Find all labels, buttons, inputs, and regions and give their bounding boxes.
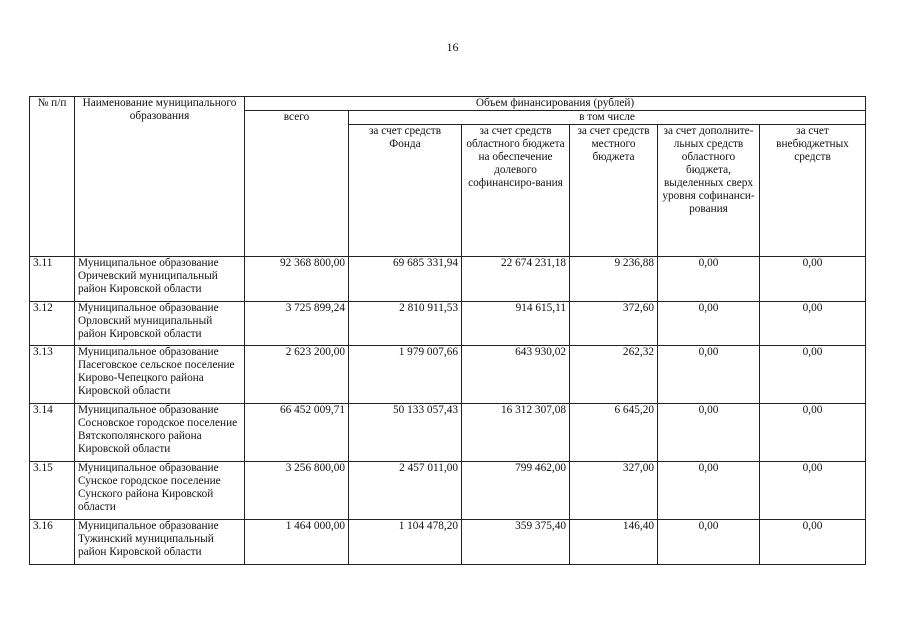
row-fund: 1 104 478,20 (349, 520, 462, 565)
row-regional: 359 375,40 (462, 520, 570, 565)
row-offbudget: 0,00 (760, 346, 866, 404)
row-regional: 22 674 231,18 (462, 257, 570, 302)
table-row (30, 302, 866, 346)
row-offbudget: 0,00 (760, 404, 866, 462)
header-regional: за счет средств областного бюджета на обеспечение долевого софинансиро-вания (462, 125, 570, 257)
row-local: 327,00 (570, 462, 658, 520)
header-volume: Объем финансирования (рублей) (245, 97, 866, 111)
table-row (30, 257, 866, 302)
page-number: 16 (446, 40, 459, 54)
row-name: Муниципальное образование Оричевский муниципальный район Кировской области (75, 257, 245, 302)
row-regional: 16 312 307,08 (462, 404, 570, 462)
row-local: 146,40 (570, 520, 658, 565)
row-fund: 50 133 057,43 (349, 404, 462, 462)
row-name: Муниципальное образование Тужинский муниципальный район Кировской области (75, 520, 245, 565)
row-additional: 0,00 (658, 404, 760, 462)
row-offbudget: 0,00 (760, 462, 866, 520)
row-regional: 914 615,11 (462, 302, 570, 346)
table-row (30, 404, 866, 462)
row-additional: 0,00 (658, 346, 760, 404)
row-additional: 0,00 (658, 462, 760, 520)
row-name: Муниципальное образование Сунское городское поселение Сунского района Кировской области (75, 462, 245, 520)
row-num: 3.12 (30, 302, 75, 346)
row-total: 3 725 899,24 (245, 302, 349, 346)
header-fund: за счет средств Фонда (349, 125, 462, 257)
header-local: за счет средств местного бюджета (570, 125, 658, 257)
row-num: 3.16 (30, 520, 75, 565)
row-local: 9 236,88 (570, 257, 658, 302)
table-row (30, 462, 866, 520)
row-num: 3.11 (30, 257, 75, 302)
row-regional: 643 930,02 (462, 346, 570, 404)
table-row (30, 346, 866, 404)
row-total: 66 452 009,71 (245, 404, 349, 462)
header-offbudget: за счет внебюджетных средств (760, 125, 866, 257)
row-num: 3.15 (30, 462, 75, 520)
row-name: Муниципальное образование Сосновское городское поселение Вятскополянского района Кировской области (75, 404, 245, 462)
header-total: всего (245, 111, 349, 257)
header-name: Наименование муниципального образования (75, 97, 245, 257)
row-total: 3 256 800,00 (245, 462, 349, 520)
row-name: Муниципальное образование Орловский муниципальный район Кировской области (75, 302, 245, 346)
row-local: 6 645,20 (570, 404, 658, 462)
header-row-1 (30, 97, 866, 111)
row-additional: 0,00 (658, 302, 760, 346)
row-fund: 2 810 911,53 (349, 302, 462, 346)
row-num: 3.14 (30, 404, 75, 462)
financing-table (29, 96, 866, 565)
header-including: в том числе (349, 111, 866, 125)
row-total: 92 368 800,00 (245, 257, 349, 302)
row-additional: 0,00 (658, 520, 760, 565)
row-offbudget: 0,00 (760, 520, 866, 565)
row-offbudget: 0,00 (760, 257, 866, 302)
row-offbudget: 0,00 (760, 302, 866, 346)
row-total: 1 464 000,00 (245, 520, 349, 565)
row-additional: 0,00 (658, 257, 760, 302)
row-fund: 2 457 011,00 (349, 462, 462, 520)
header-additional: за счет дополните-льных средств областного бюджета, выделенных сверх уровня софинанси-рования (658, 125, 760, 257)
row-num: 3.13 (30, 346, 75, 404)
row-regional: 799 462,00 (462, 462, 570, 520)
row-fund: 1 979 007,66 (349, 346, 462, 404)
row-name: Муниципальное образование Пасеговское сельское поселение Кирово-Чепецкого района Кировской области (75, 346, 245, 404)
table-row (30, 520, 866, 565)
row-local: 262,32 (570, 346, 658, 404)
row-total: 2 623 200,00 (245, 346, 349, 404)
row-fund: 69 685 331,94 (349, 257, 462, 302)
row-local: 372,60 (570, 302, 658, 346)
header-num: № п/п (30, 97, 75, 257)
